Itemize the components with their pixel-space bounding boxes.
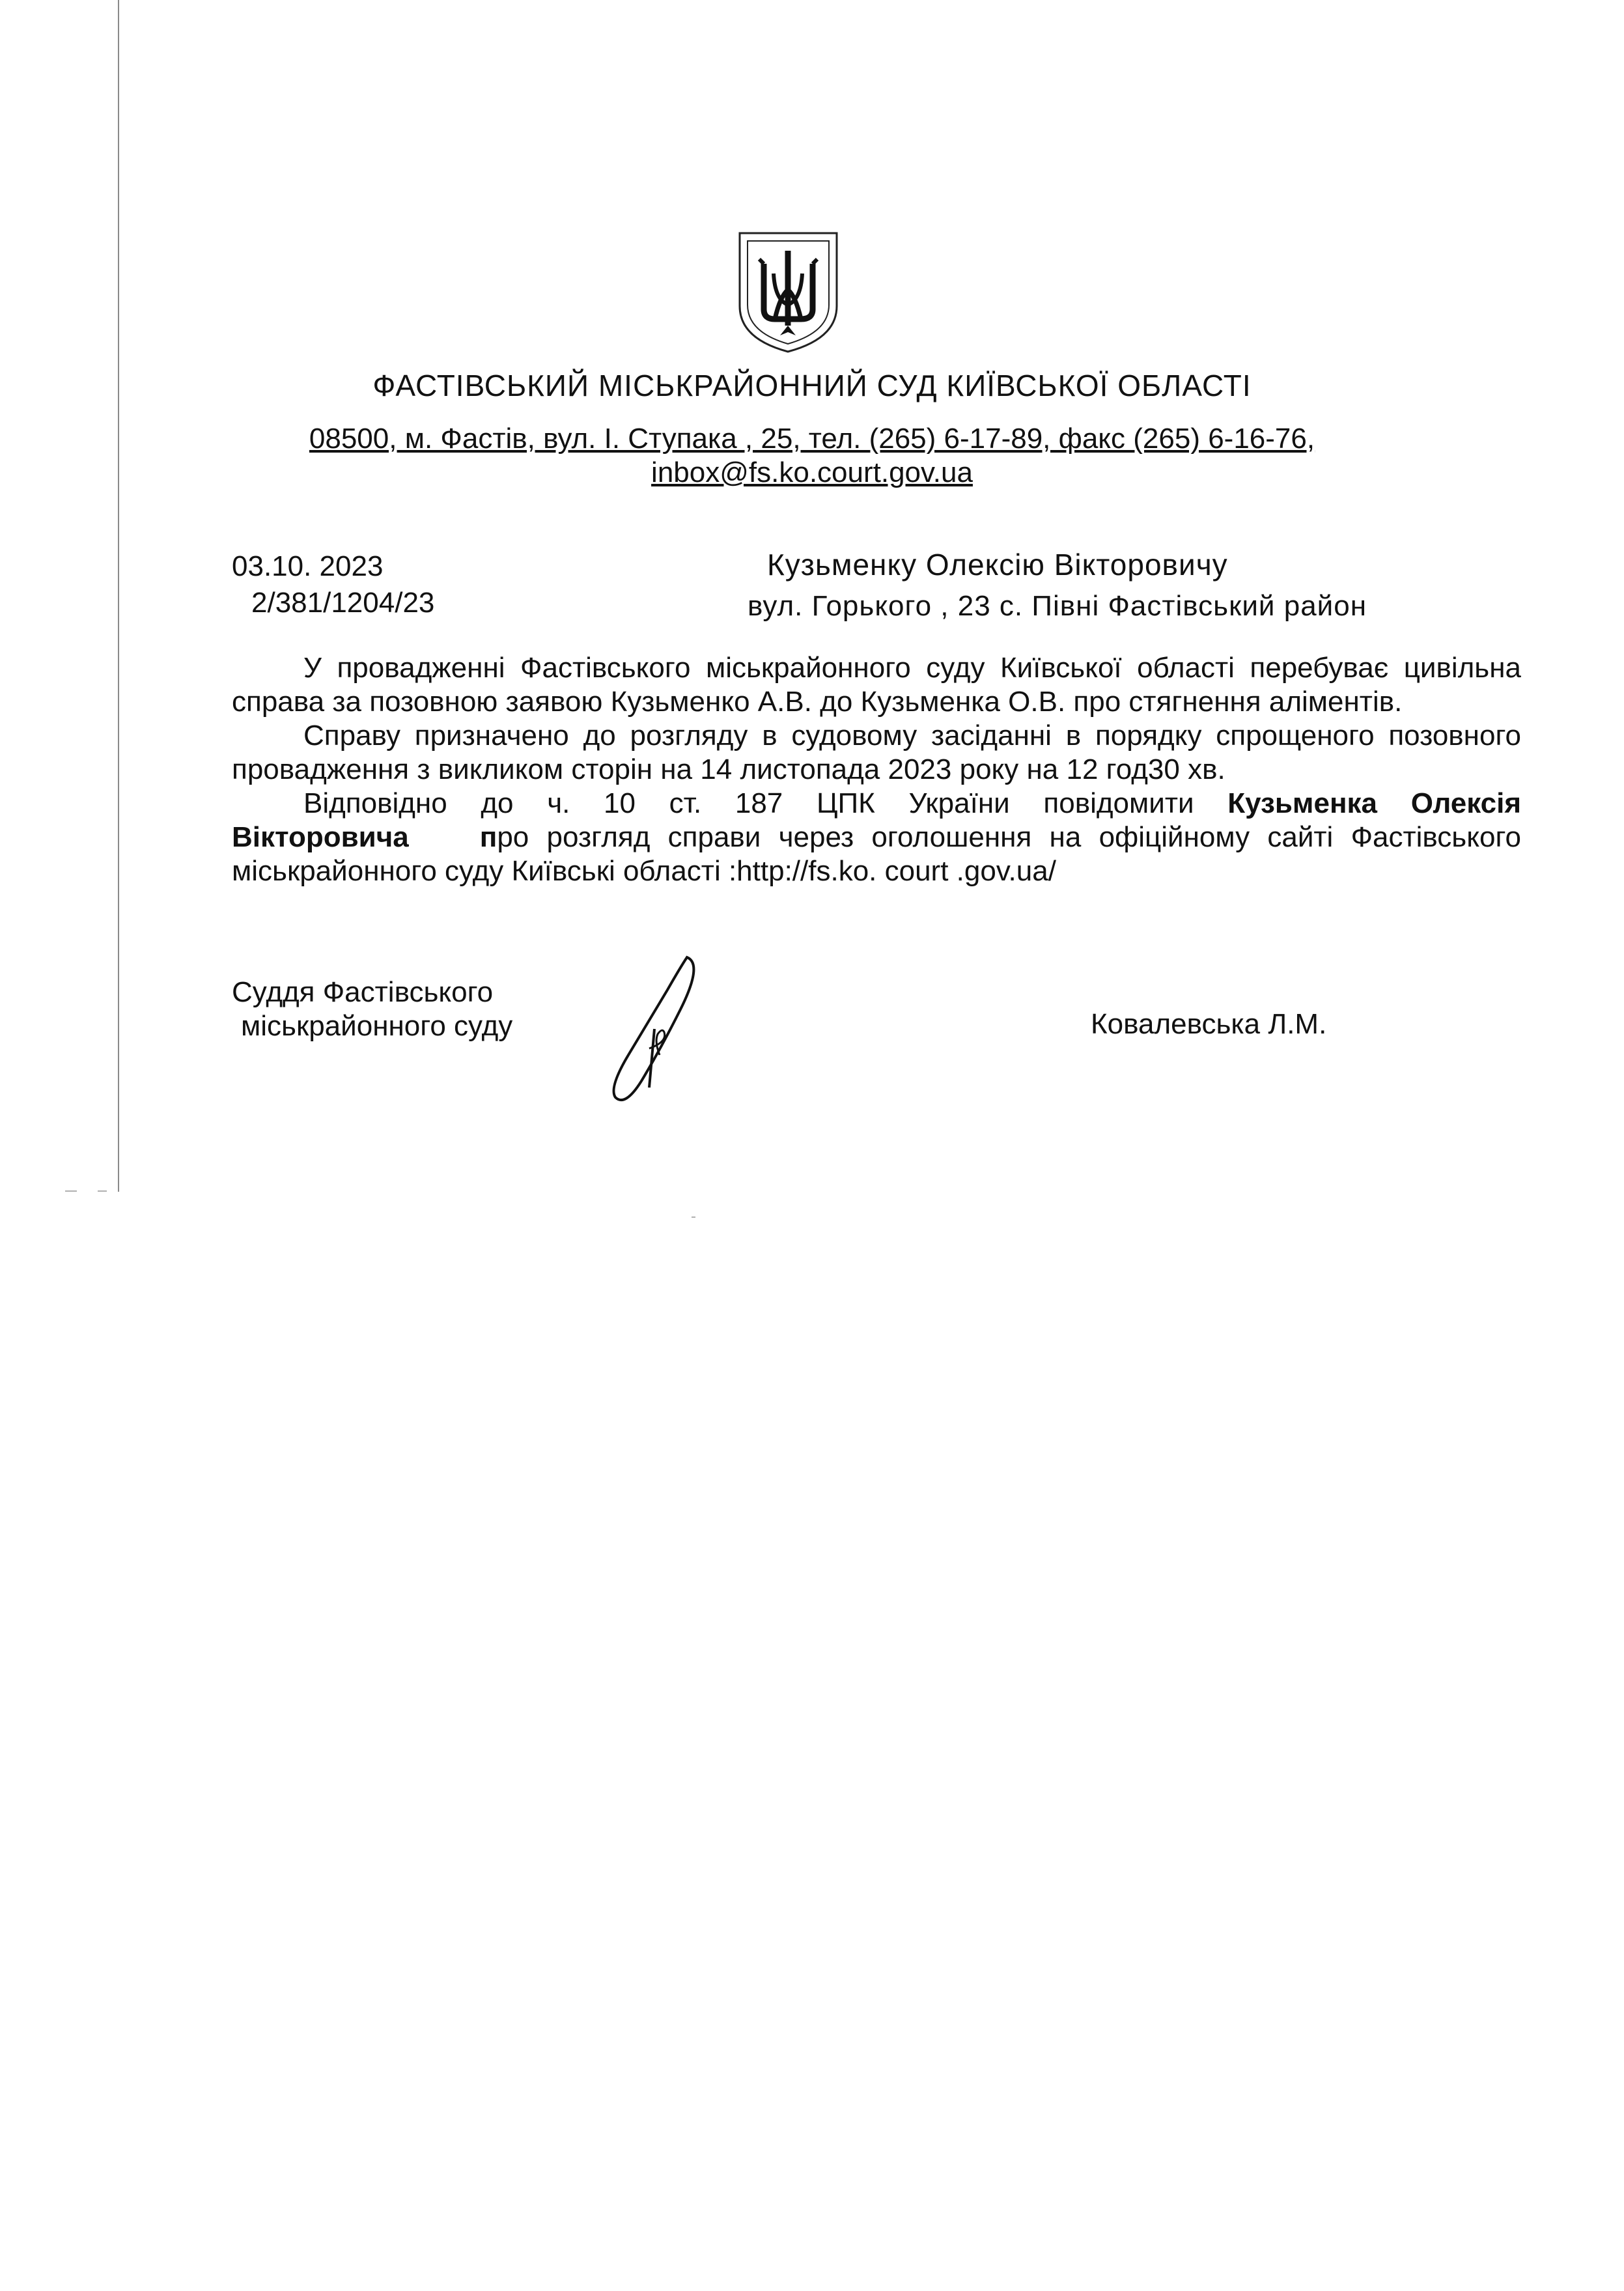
court-title: ФАСТІВСЬКИЙ МІСЬКРАЙОННИЙ СУД КИЇВСЬКОЇ ОБЛАСТІ: [372, 369, 1252, 402]
document-date: 03.10. 2023: [232, 550, 384, 582]
ukraine-trident-emblem-icon: [735, 228, 842, 355]
body-p3-text-end: ро розгляд справи через оголошення на офіційному сайті Фастівського міськрайонного суду Київські області :http://fs.ko. court .gov.ua/: [232, 821, 1521, 887]
scan-speck: [692, 1216, 695, 1218]
recipient-block: [748, 544, 1367, 627]
judge-title-line-2: міськрайонного суду: [241, 1010, 513, 1042]
body-paragraph-1: У провадженні Фастівського міськрайонного суду Київської області перебуває цивільна справа за позовною заявою Кузьменко А.В. до Кузьменка О.В. про стягнення аліментів.: [232, 652, 1521, 718]
handwritten-signature: [589, 951, 713, 1114]
judge-name: Ковалевська Л.М.: [1091, 1008, 1327, 1040]
body-p3-bold-name: Кузьменка Олексія Вікторовича: [232, 787, 1522, 853]
court-email[interactable]: inbox@fs.ko.court.gov.ua: [651, 457, 973, 488]
recipient-address: вул. Горького , 23 с. Півні Фастівський район: [748, 590, 1367, 622]
judge-title: [232, 976, 512, 1043]
scan-speck: [98, 1190, 107, 1192]
body-paragraph-2: Справу призначено до розгляду в судовому засіданні в порядку спрощеного позовного провадження з викликом сторін на 14 листопада 2023 року на 12 год30 хв.: [232, 720, 1521, 785]
letter-body: [232, 651, 1521, 888]
body-p3-bold-letter: п: [479, 821, 497, 853]
court-address-line: 08500, м. Фастів, вул. І. Ступака , 25, тел. (265) 6-17-89, факс (265) 6-16-76,: [309, 423, 1315, 455]
body-p3-text-start: Відповідно до ч. 10 ст. 187 ЦПК України повідомити: [303, 787, 1228, 819]
document-meta: [232, 548, 434, 621]
case-number: 2/381/1204/23: [251, 587, 435, 619]
court-address: [0, 422, 1624, 490]
judge-title-line-1: Суддя Фастівського: [232, 976, 494, 1008]
recipient-name: Кузьменку Олексію Вікторовичу: [767, 548, 1228, 582]
body-paragraph-3: [232, 787, 1521, 888]
scan-speck: [65, 1190, 77, 1192]
scan-edge-line: [118, 0, 119, 1192]
